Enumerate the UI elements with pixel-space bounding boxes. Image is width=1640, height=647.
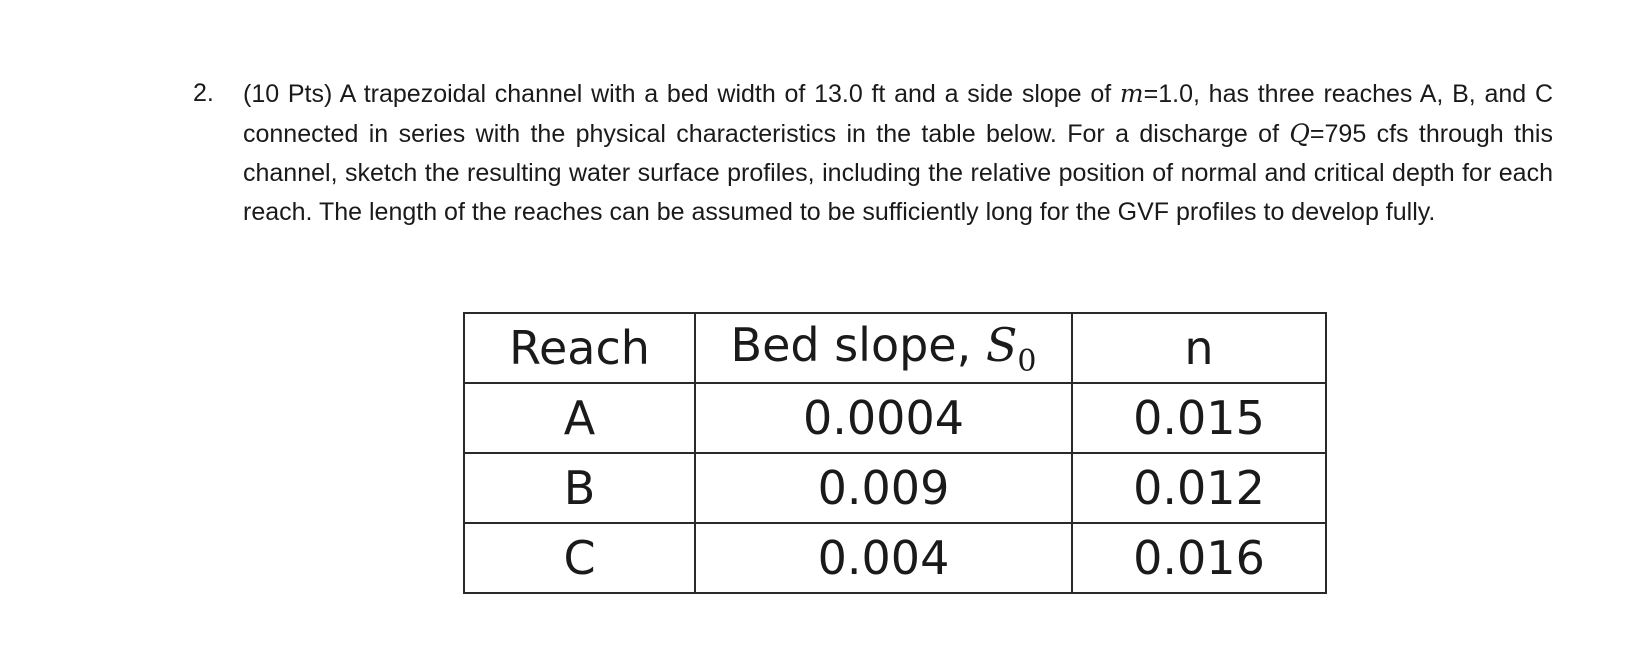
- header-n: n: [1072, 313, 1326, 383]
- table-row: [464, 523, 1326, 593]
- cell-slope: 0.004: [695, 523, 1072, 593]
- table-row: [464, 453, 1326, 523]
- cell-reach: C: [464, 523, 695, 593]
- header-bed-slope-label: Bed slope,: [730, 317, 986, 372]
- problem-text-part-1: (10 Pts) A trapezoidal channel with a bed width of 13.0 ft and a side slope of: [243, 80, 1120, 108]
- cell-slope: 0.0004: [695, 383, 1072, 453]
- cell-n: 0.016: [1072, 523, 1326, 593]
- variable-q: Q: [1289, 119, 1310, 148]
- reach-table: [463, 312, 1327, 594]
- table-row: [464, 383, 1326, 453]
- cell-n: 0.015: [1072, 383, 1326, 453]
- problem-statement: [243, 74, 1553, 232]
- cell-reach: A: [464, 383, 695, 453]
- header-bed-slope: [695, 313, 1072, 383]
- cell-slope: 0.009: [695, 453, 1072, 523]
- slope-subscript: 0: [1017, 343, 1037, 379]
- problem-text-part-3: =795 cfs through this channel, sketch the resulting water surface profiles, including the relative position of normal and critical depth for each reach. The length of the reaches can be assumed to be sufficiently long for the GVF profiles to develop fully.: [243, 120, 1553, 226]
- reach-table-container: [463, 312, 1327, 594]
- problem-number: 2.: [193, 79, 214, 107]
- cell-n: 0.012: [1072, 453, 1326, 523]
- header-reach: Reach: [464, 313, 695, 383]
- table-header-row: [464, 313, 1326, 383]
- problem-text-part-2: =1.0, has three reaches A, B, and C connected in series with the physical characteristics in the table below. For a discharge of: [243, 80, 1553, 148]
- cell-reach: B: [464, 453, 695, 523]
- slope-symbol: S: [985, 317, 1018, 372]
- variable-m: m: [1119, 79, 1144, 108]
